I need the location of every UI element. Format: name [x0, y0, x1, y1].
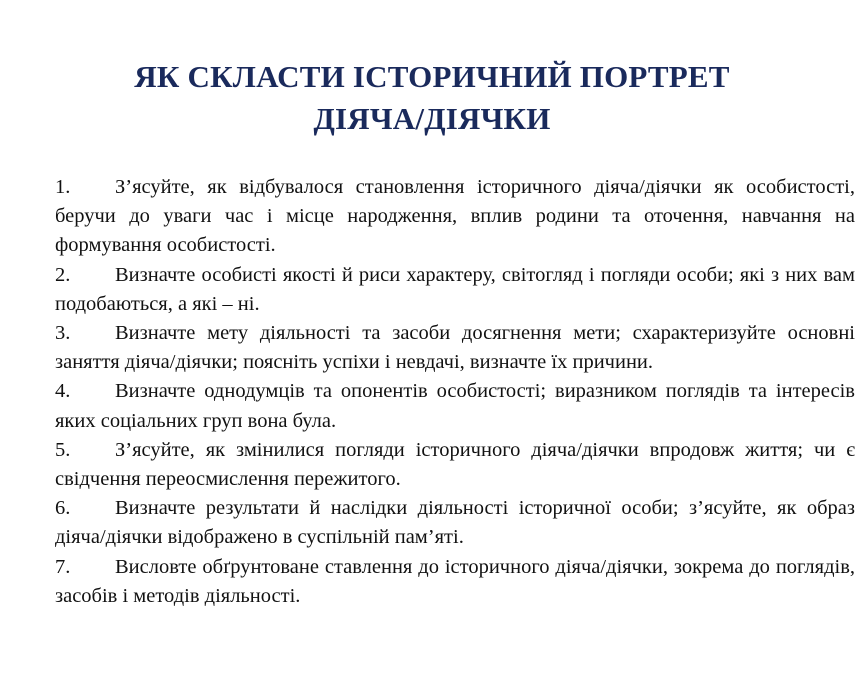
- instructions-list: [55, 173, 855, 611]
- list-item-text: Визначте результати й наслідки діяльності історичної особи; з’ясуйте, як образ діяча/діячки відображено в суспільній пам’яті.: [55, 497, 855, 549]
- list-item-text: Визначте особисті якості й риси характеру, світогляд і погляди особи; які з них вам подобаються, а які – ні.: [55, 263, 855, 315]
- list-item-text: З’ясуйте, як відбувалося становлення історичного діяча/діячки як особистості, беручи до уваги час і місце народження, вплив родини та оточення, навчання на формування особистості.: [55, 176, 855, 257]
- list-item-text: Висловте обґрунтоване ставлення до історичного діяча/діячки, зокрема до поглядів, засобів і методів діяльності.: [55, 555, 855, 607]
- list-item-number: 5.: [55, 438, 71, 461]
- list-item-number: 4.: [55, 380, 71, 403]
- list-item-number: 6.: [55, 497, 71, 520]
- list-item-number: 2.: [55, 263, 71, 286]
- list-item-text: Визначте мету діяльності та засоби досягнення мети; схарактеризуйте основні заняття діяча/діячки; поясніть успіхи і невдачі, визначте їх причини.: [55, 322, 855, 374]
- list-item: [55, 436, 855, 494]
- list-item: [55, 553, 855, 611]
- list-item-number: 7.: [55, 555, 71, 578]
- list-item: [55, 173, 855, 261]
- list-item-text: Визначте однодумців та опонентів особистості; виразником поглядів та інтересів яких соціальних груп вона була.: [55, 380, 855, 432]
- page-title: [0, 56, 864, 140]
- list-item-number: 1.: [55, 176, 71, 198]
- page-title-line-1: ЯК СКЛАСТИ ІСТОРИЧНИЙ ПОРТРЕТ: [134, 59, 730, 94]
- list-item-number: 3.: [55, 322, 71, 345]
- list-item: [55, 494, 855, 552]
- list-item: [55, 319, 855, 377]
- list-item: [55, 377, 855, 435]
- list-item-text: З’ясуйте, як змінилися погляди історичного діяча/діячки впродовж життя; чи є свідчення переосмислення пережитого.: [55, 438, 855, 491]
- page-title-line-2: ДІЯЧА/ДІЯЧКИ: [313, 101, 551, 136]
- list-item: [55, 261, 855, 319]
